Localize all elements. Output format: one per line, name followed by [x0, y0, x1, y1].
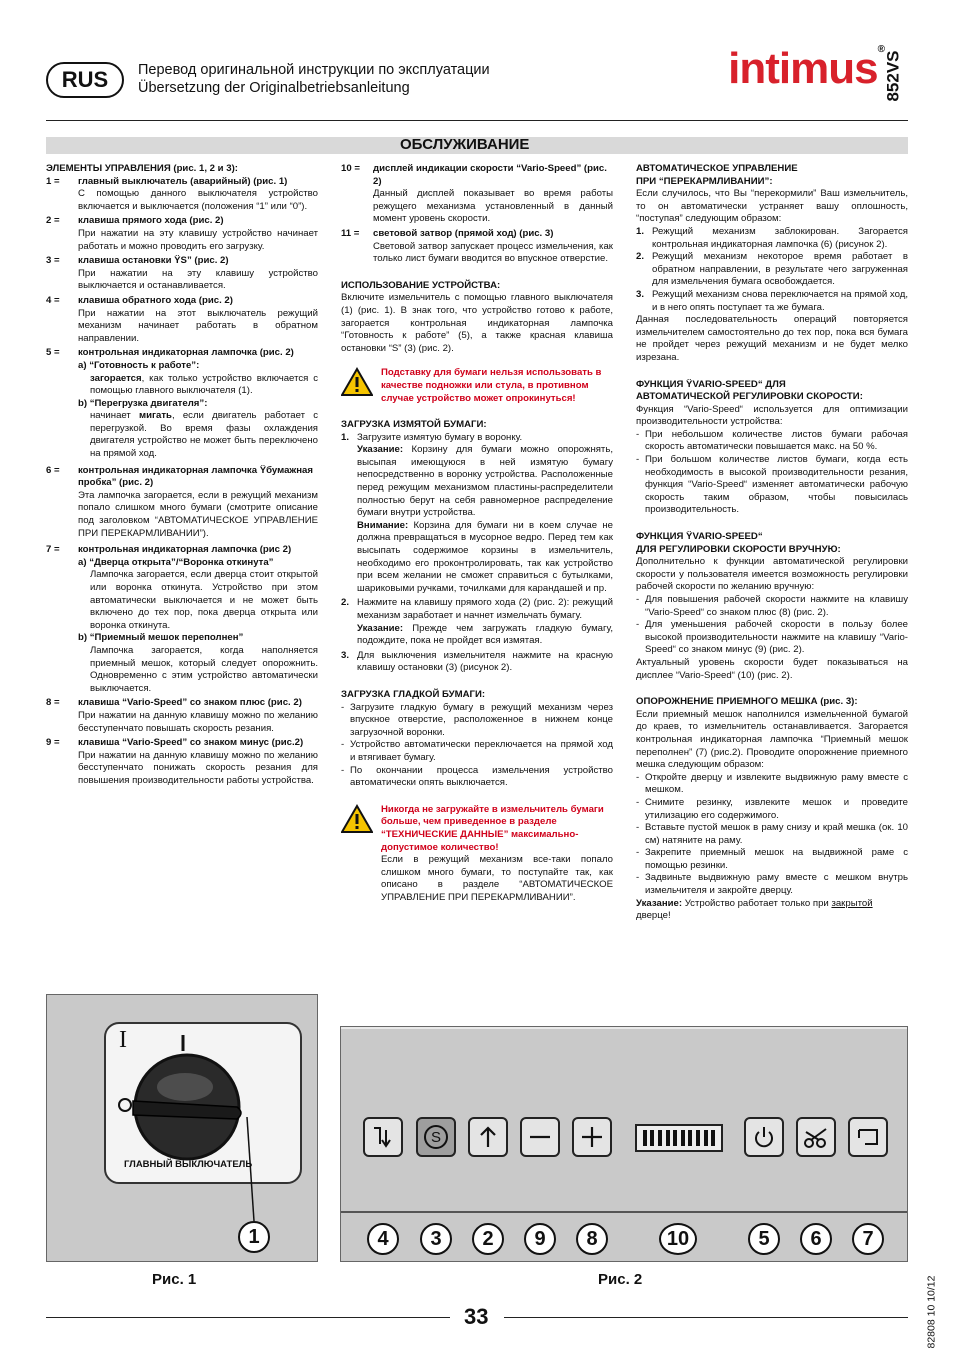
vario-auto-heading: АВТОМАТИЧЕСКОЙ РЕГУЛИРОВКИ СКОРОСТИ:	[636, 391, 863, 403]
item-number: 5 =	[46, 347, 60, 359]
header-rule	[46, 120, 908, 121]
callout-10: 10	[659, 1223, 697, 1255]
item-number: 10 =	[341, 163, 360, 174]
subitem-text: Лампочка загорается, если дверца стоит открытой или воронка откинута. Устройство при этом автоматически выключается и не может быть включено до тех пор, пока дверца открыта или воронка откинута.	[90, 569, 318, 631]
list-item: Снимите резинку, извлеките мешок и проведите утилизацию его содержимого.	[645, 796, 908, 821]
item-text: При нажатии на данную клавишу можно по желанию бесступенчато повышать скорость резания.	[78, 709, 318, 734]
list-item: Вставьте пустой мешок в раму снизу и край мешка (ок. 10 см) натяните на раму.	[645, 822, 908, 846]
scissors-icon	[802, 1124, 830, 1150]
item-text: При нажатии на эту клавишу устройство выключается и останавливается.	[78, 267, 318, 292]
speed-display	[635, 1124, 723, 1152]
list-item: Загрузите гладкую бумагу в режущий механизм через впускное отверстие, расположенное в нижнем конце загрузочной воронки.	[350, 701, 613, 738]
auto-heading: АВТОМАТИЧЕСКОЕ УПРАВЛЕНИЕ	[636, 163, 798, 174]
item-title: дисплей индикации скорости “Vario-Speed” (рис. 2)	[373, 163, 607, 187]
step-number: 2.	[341, 597, 350, 609]
column-controls	[46, 163, 318, 788]
callout-8: 8	[576, 1223, 608, 1255]
callout-2: 2	[472, 1223, 504, 1255]
list-item: Закрепите приемный мешок на выдвижной раме с помощью резинки.	[645, 847, 908, 871]
item-text: Световой затвор запускает процесс измельчения, как только лист бумаги вводится во впускное отверстие.	[373, 240, 613, 265]
figure-1-caption: Рис. 1	[152, 1271, 197, 1288]
item-number: 2 =	[46, 215, 60, 227]
item-title: контрольная индикаторная лампочка (рис 2)	[78, 544, 292, 556]
crumpled-heading: ЗАГРУЗКА ИЗМЯТОЙ БУМАГИ:	[341, 419, 487, 431]
list-item: Устройство автоматически переключается на прямой ход и втягивает бумагу.	[350, 739, 613, 763]
warning-block	[341, 367, 613, 405]
figure-main-switch	[46, 994, 318, 1262]
item-number: 4 =	[46, 294, 60, 306]
list-item: По окончании процесса измельчения устройство автоматически опять выключается.	[350, 764, 613, 789]
smooth-heading: ЗАГРУЗКА ГЛАДКОЙ БУМАГИ:	[341, 688, 486, 700]
power-icon	[751, 1124, 777, 1150]
item-text: При нажатии на эту клавишу устройство начинает работать и можно проводить его загрузку.	[78, 227, 318, 252]
language-badge: RUS	[46, 62, 124, 98]
column-auto: АВТОМАТИЧЕСКОЕ УПРАВЛЕНИЕ ПРИ “ПЕРЕКАРМЛИВАНИИ”: Если случилось, что Вы “перекормили” Ваш измельчитель, то он автоматически устраняет вашу оплошность, “поступая” следующим образом: 1. Режущий механизм заблокирован. Загорается контрольная индикаторная лампочка (6) (рисунок 2). 2. Режущий механизм некоторое время работает в обратном направлении, в результате чего загруженная для измельчения бумага освобождается. 3. Режущий механизм снова переключается на прямой ход, и в него опять поступает та же бумага. Данная последовательность операций повторяется измельчителем самостоятельно до тех пор, пока вся бумага не пройдет через режущий механизм и не будет мелко изрезана. ФУНКЦИЯ ŸVARIO-SPEED“ ДЛЯ АВТОМАТИЧЕСКОЙ РЕГУЛИРОВКИ СКОРОСТИ: Функция “Vario-Speed“ используется для оптимизации производительности устройства: - При небольшом количестве листов бумаги рабочая скорость автоматически повышается макс. на 50 %. - При большом количестве листов бумаги, когда есть необходимость в высокой производительности резания, функция “Vario-Speed“ изменяет автоматически рабочую скорость таким образом, чтобы повысилась производительность. ФУНКЦИЯ ŸVARIO-SPEED“ ДЛЯ РЕГУЛИРОВКИ СКОРОСТИ ВРУЧНУЮ: Дополнительно к функции автоматической регулировки скорости у пользователя имеется возможность регулировки рабочей скорости по желанию вручную: - Для повышения рабочей скорости нажмите на клавишу “Vario-Speed“ со знаком плюс (8) (рис. 2). - Для уменьшения рабочей скорости в пользу более высокой производительности нажмите на клавишу “Vario-Speed“ со знаком минус (9) (рис. 2). Актуальный уровень скорости будет показываться на дисплее “Vario-Speed“ (10) (рис. 2). ОПОРОЖНЕНИЕ ПРИЕМНОГО МЕШКА (рис. 3): Если приемный мешок наполнился измельченной бумагой до краев, то измельчитель останавливается. Загорается контрольная индикаторная лампочка “Приемный мешок переполнен” (7) (рис.2). Проводите опорожнение приемного мешка следующим образом: - Откройте дверцу и извлеките выдвижную раму вместе с мешком. - Снимите резинку, извлеките мешок и проведите утилизацию его содержимого. - Вставьте пустой мешок в раму снизу и край мешка (ок. 10 см) натяните на раму. - Закрепите приемный мешок на выдвижной раме с помощью резинки. - Задвиньте выдвижную раму вместе с мешком внутрь измельчителя и закройте дверцу. Указание: Устройство работает только при закрытой дверце!	[636, 163, 908, 922]
main-switch-label: ГЛАВНЫЙ ВЫКЛЮЧАТЕЛЬ	[124, 1159, 253, 1170]
item-title: клавиша “Vario-Speed” со знаком плюс (рис. 2)	[78, 697, 302, 709]
callout-6: 6	[800, 1223, 832, 1255]
item-number: 3 =	[46, 255, 60, 267]
step-number: 3.	[341, 649, 350, 661]
item-number: 6 =	[46, 464, 60, 476]
item-number: 8 =	[46, 697, 60, 709]
item-title: контрольная индикаторная лампочка Ÿбумажная пробка” (рис. 2)	[78, 464, 313, 489]
bag-note: Указание: Устройство работает только при закрытой дверце!	[636, 897, 873, 922]
list-item: При большом количестве листов бумаги, когда есть необходимость в высокой производительности резания, функция “Vario-Speed“ изменяет автоматически рабочую скорость таким образом, чтобы повысилась производительность.	[645, 454, 908, 516]
stop-s-icon	[422, 1123, 450, 1151]
auto-heading: ПРИ “ПЕРЕКАРМЛИВАНИИ”:	[636, 175, 773, 187]
on-position-label: I	[119, 1027, 127, 1053]
step-text: Нажмите на клавишу прямого хода (2) (рис. 2): режущий механизм заработает и начнет измельчать бумагу.	[357, 597, 613, 621]
reverse-button[interactable]	[363, 1117, 403, 1157]
ready-indicator	[744, 1117, 784, 1157]
item-title: контрольная индикаторная лампочка (рис. 2)	[78, 347, 294, 359]
callout-3: 3	[420, 1223, 452, 1255]
step-text: Режущий механизм снова переключается на прямой ход, и в него опять поступает та же бумага.	[652, 288, 908, 313]
warning-triangle-icon	[341, 804, 373, 834]
warning-triangle-icon	[341, 367, 373, 397]
item-title: клавиша “Vario-Speed” со знаком минус (рис.2)	[78, 737, 304, 749]
column-usage: 10 = дисплей индикации скорости “Vario-Speed” (рис. 2) Данный дисплей показывает во время работы режущего механизма установленный в данный момент уровень скорости. 11 = световой затвор (прямой ход) (рис. 3) Световой затвор запускает процесс измельчения, как только лист бумаги вводится во впускное отверстие. ИСПОЛЬЗОВАНИЕ УСТРОЙСТВА: Включите измельчитель с помощью главного выключателя (1) (рис. 1). В знак того, что устройство готово к работе, загорается контрольная индикаторная лампочка “Готовность к работе” (5), а также красная клавиша остановки “S” (3) (рис. 2). Подставку для бумаги нельзя использовать в качестве подножки или стула, в противном случае устройство может опрокинуться! ЗАГРУЗКА ИЗМЯТОЙ БУМАГИ: 1. Загрузите измятую бумагу в воронку. Указание: Корзину для бумаги можно опорожнять, высыпая имеющуюся в ней измятую бумагу непосредственно в воронку устройства. Расположенные перед режущим механизмом пластины-распределители полностью берут на себя равномерное распределение бумаги внутри устройства. Внимание: Корзина для бумаги ни в коем случае не должна превращаться в мусорное ведро. Перед тем как высыпать содержимое корзины в измельчитель, необходимо его проконтролировать, так как устройство при всем желании не сможет справиться с бутылками, шариковыми ручками, точилками для карандашей и пр. 2. Нажмите на клавишу прямого хода (2) (рис. 2): режущий механизм заработает и начнет измельчать бумагу. Указание: Прежде чем загружать гладкую бумагу, подождите, пока не пройдет вся измятая. 3. Для выключения измельчителя нажмите на красную клавишу остановки (3) (рисунок 2). ЗАГРУЗКА ГЛАДКОЙ БУМАГИ: - Загрузите гладкую бумагу в режущий механизм через впускное отверстие, расположенное в нижнем конце загрузочной воронки. - Устройство автоматически переключается на прямой ход и втягивает бумагу. - По окончании процесса измельчения устройство автоматически опять выключается. Никогда не загружайте в измельчитель бумаги больше, чем приведенное в разделе “ТЕХНИЧЕСКИЕ ДАННЫЕ” максимально-допустимое количество! Если в режущий механизм все-таки попало слишком много бумаги, то поступайте так, как описано в разделе “АВТОМАТИЧЕСКОЕ УПРАВЛЕНИЕ ПРИ ПЕРЕКАРМЛИВАНИИ”.	[341, 163, 613, 903]
main-switch-illustration	[47, 995, 319, 1263]
vario-auto-intro: Функция “Vario-Speed“ используется для оптимизации производительности устройства:	[636, 403, 908, 428]
forward-button[interactable]	[468, 1117, 508, 1157]
callout-7: 7	[852, 1223, 884, 1255]
step-number: 1.	[341, 431, 350, 443]
document-code: 82808 10 10/12	[925, 1275, 938, 1349]
item-number: 7 =	[46, 544, 60, 556]
vario-manual-intro: Дополнительно к функции автоматической регулировки скорости у пользователя имеется возможность регулировки рабочей скорости по желанию вручную:	[636, 556, 908, 593]
item-text: При нажатии на этот выключатель режущий механизм начинает работать в обратном направлении.	[78, 307, 318, 344]
step-number: 1.	[636, 225, 645, 237]
page-number: 33	[464, 1304, 489, 1329]
item-number: 9 =	[46, 737, 60, 749]
svg-text:S: S	[430, 1129, 442, 1146]
warning-detail: Если в режущий механизм все-таки попало слишком много бумаги, то поступайте так, как описано в разделе “АВТОМАТИЧЕСКОЕ УПРАВЛЕНИЕ ПРИ ПЕРЕКАРМЛИВАНИИ”.	[381, 854, 613, 903]
footer-rule-left	[46, 1317, 450, 1318]
item-number: 1 =	[46, 175, 60, 187]
bag-intro: Если приемный мешок наполнился измельченной бумагой до краев, то измельчитель останавливается. Загорается контрольная индикаторная лампочка “Приемный мешок переполнен” (7) (рис.2). Проводите опорожнение приемного мешка следующим образом:	[636, 708, 908, 771]
subitem-text: загорается, как только устройство включается с помощью главного выключателя (1).	[90, 372, 318, 397]
figure-2-caption: Рис. 2	[598, 1271, 643, 1288]
brand-logo: intimus®	[728, 44, 884, 93]
subitem-text: Лампочка загорается, когда наполняется приемный мешок, который следует опорожнить. Одновременно с этим устройство автоматически выключается.	[90, 644, 318, 694]
warning-text: Подставку для бумаги нельзя использовать в качестве подножки или стула, в противном случае устройство может опрокинуться!	[381, 367, 602, 404]
header-title-de: Übersetzung der Originalbetriebsanleitung	[138, 80, 410, 96]
speed-minus-button[interactable]	[520, 1117, 560, 1157]
subitem-text: начинает мигать, если двигатель работает с перегрузкой. Во время фазы охлаждения двигателя устройство не может быть переключено на прямой ход.	[90, 410, 318, 460]
item-title: главный выключатель (аварийный) (рис. 1)	[78, 175, 288, 187]
item-title: клавиша обратного хода (рис. 2)	[78, 294, 233, 306]
item-text: При нажатии на данную клавишу можно по желанию бесступенчато понижать скорость резания для повышения производительности работы устройства.	[78, 749, 318, 786]
forward-arrow-icon	[475, 1124, 501, 1150]
auto-outro: Данная последовательность операций повторяется измельчителем самостоятельно до тех пор, пока вся бумага не пройдет через режущий механизм и не будет мелко изрезана.	[636, 314, 908, 363]
bag-heading: ОПОРОЖНЕНИЕ ПРИЕМНОГО МЕШКА (рис. 3):	[636, 696, 858, 708]
usage-text: Включите измельчитель с помощью главного выключателя (1) (рис. 1). В знак того, что устройство готово к работе, загорается контрольная индикаторная лампочка “Готовность к работе” (5), а также красная клавиша остановки “S” (3) (рис. 2).	[341, 292, 613, 354]
item-number: 11 =	[341, 227, 360, 239]
reverse-arrow-icon	[370, 1124, 396, 1150]
vario-manual-heading: ДЛЯ РЕГУЛИРОВКИ СКОРОСТИ ВРУЧНУЮ:	[636, 543, 841, 555]
item-text: Эта лампочка загорается, если в режущий механизм попало слишком много бумаги (смотрите описание под заголовком “АВТОМАТИЧЕСКОЕ УПРАВЛЕНИЕ ПРИ ПЕРЕКАРМЛИВАНИИ”).	[78, 489, 318, 539]
subitem-title: a) “Готовность к работе”:	[78, 359, 200, 371]
minus-icon	[527, 1124, 553, 1150]
subitem-title: b) “Приемный мешок переполнен”	[78, 632, 244, 644]
door-bag-indicator	[848, 1117, 888, 1157]
callout-5: 5	[748, 1223, 780, 1255]
step-note: Указание: Корзину для бумаги можно опорожнять, высыпая имеющуюся в ней измятую бумагу непосредственно в воронку устройства. Расположенные перед режущим механизмом пластины-распределители полностью берут на себя равномерное распределение бумаги внутри устройства.	[357, 444, 613, 519]
step-text: Режущий механизм некоторое время работает в обратном направлении, в результате чего загруженная для измельчения бумага освобождается.	[652, 251, 908, 288]
vario-auto-heading: ФУНКЦИЯ ŸVARIO-SPEED“ ДЛЯ	[636, 378, 786, 390]
footer-rule-right	[504, 1317, 908, 1318]
auto-intro: Если случилось, что Вы “перекормили” Ваш измельчитель, то он автоматически устраняет вашу оплошность, “поступая” следующим образом:	[636, 188, 908, 225]
callout-1: 1	[238, 1221, 270, 1253]
speed-plus-button[interactable]	[572, 1117, 612, 1157]
vario-manual-heading: ФУНКЦИЯ ŸVARIO-SPEED“	[636, 531, 763, 543]
usage-heading: ИСПОЛЬЗОВАНИЕ УСТРОЙСТВА:	[341, 279, 501, 291]
item-title: клавиша остановки ŸS” (рис. 2)	[78, 255, 229, 267]
list-item: При небольшом количестве листов бумаги рабочая скорость автоматически повышается макс. на 50 %.	[645, 428, 908, 453]
step-text: Режущий механизм заблокирован. Загорается контрольная индикаторная лампочка (6) (рисунок 2).	[652, 225, 908, 250]
warning-block	[341, 804, 613, 905]
step-text: Для выключения измельчителя нажмите на красную клавишу остановки (3) (рисунок 2).	[357, 649, 613, 674]
list-item: Откройте дверцу и извлеките выдвижную раму вместе с мешком.	[645, 771, 908, 796]
model-name: 852VS	[883, 50, 903, 102]
item-title: клавиша прямого хода (рис. 2)	[78, 215, 224, 227]
plus-icon	[579, 1124, 605, 1150]
warning-text: Никогда не загружайте в измельчитель бумаги больше, чем приведенное в разделе “ТЕХНИЧЕСКИЕ ДАННЫЕ” максимально-допустимое количество!	[381, 803, 604, 853]
step-attention: Внимание: Корзина для бумаги ни в коем случае не должна превращаться в мусорное ведро. Перед тем как высыпать содержимое корзины в измельчитель, необходимо его проконтролировать, так как устройство при всем желании не сможет справиться с бутылками, шариковыми ручками, точилками для карандашей и пр.	[357, 519, 613, 594]
item-title: световой затвор (прямой ход) (рис. 3)	[373, 227, 554, 239]
list-item: Для уменьшения рабочей скорости в пользу более высокой производительности нажмите на клавишу “Vario-Speed“ со знаком минус (9) (рис. 2).	[645, 619, 908, 656]
step-number: 2.	[636, 251, 645, 263]
section-title: ОБСЛУЖИВАНИЕ	[400, 136, 530, 153]
step-note: Указание: Прежде чем загружать гладкую бумагу, подождите, пока не пройдет вся измятая.	[357, 622, 613, 647]
header-title-ru: Перевод оригинальной инструкции по эксплуатации	[138, 62, 490, 78]
step-text: Загрузите измятую бумагу в воронку.	[357, 431, 523, 443]
item-text: С помощью данного выключателя устройство включается и выключается (положения “1” или “0”).	[78, 188, 318, 212]
subitem-title: b) “Перегрузка двигателя”:	[78, 397, 208, 409]
subitem-title: a) “Дверца открыта”/“Воронка откинута”	[78, 556, 274, 568]
callout-4: 4	[367, 1223, 399, 1255]
callout-9: 9	[524, 1223, 556, 1255]
list-item: Задвиньте выдвижную раму вместе с мешком внутрь измельчителя и закройте дверцу.	[645, 872, 908, 897]
paper-jam-indicator	[796, 1117, 836, 1157]
stop-button[interactable]	[416, 1117, 456, 1157]
step-number: 3.	[636, 288, 645, 300]
list-item: Для повышения рабочей скорости нажмите на клавишу “Vario-Speed“ со знаком плюс (8) (рис. 2).	[645, 594, 908, 618]
vario-manual-outro: Актуальный уровень скорости будет показываться на дисплее “Vario-Speed“ (10) (рис. 2).	[636, 656, 908, 681]
controls-heading: ЭЛЕМЕНТЫ УПРАВЛЕНИЯ (рис. 1, 2 и 3):	[46, 163, 238, 174]
door-open-icon	[855, 1124, 881, 1150]
figure-control-panel	[340, 1026, 908, 1262]
item-text: Данный дисплей показывает во время работы режущего механизма установленный в данный момент уровень скорости.	[373, 188, 613, 225]
